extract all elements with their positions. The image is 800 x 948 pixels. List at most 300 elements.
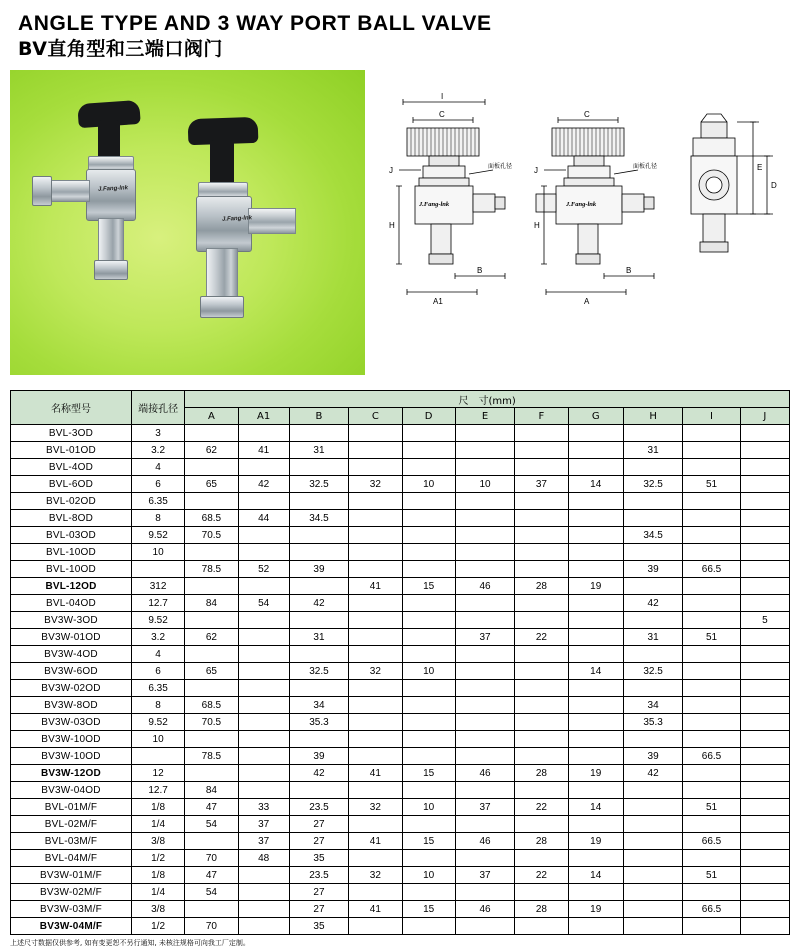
header-dim-A: A xyxy=(185,408,238,425)
cell-dim-C: 41 xyxy=(349,901,402,918)
cell-dim-H xyxy=(623,544,682,561)
cell-dim-J xyxy=(740,629,789,646)
cell-dim-H: 39 xyxy=(623,748,682,765)
cell-dim-E: 37 xyxy=(455,799,514,816)
cell-dim-H xyxy=(623,918,682,935)
cell-dim-A: 78.5 xyxy=(185,561,238,578)
cell-dim-H xyxy=(623,731,682,748)
header-dim-E: E xyxy=(455,408,514,425)
cell-dim-B xyxy=(289,612,348,629)
header-dim-I: I xyxy=(683,408,740,425)
top-view-svg xyxy=(675,70,790,375)
cell-dim-J xyxy=(740,782,789,799)
cell-dim-F xyxy=(515,680,568,697)
cell-bore: 4 xyxy=(131,646,184,663)
cell-dim-J xyxy=(740,816,789,833)
cell-dim-C xyxy=(349,595,402,612)
cell-dim-H: 34.5 xyxy=(623,527,682,544)
cell-dim-F xyxy=(515,425,568,442)
cell-dim-E: 37 xyxy=(455,867,514,884)
cell-dim-J xyxy=(740,459,789,476)
cell-model: BVL-02OD xyxy=(11,493,132,510)
cell-dim-J xyxy=(740,663,789,680)
cell-dim-A: 84 xyxy=(185,595,238,612)
cell-dim-C xyxy=(349,782,402,799)
cell-bore: 10 xyxy=(131,544,184,561)
table-row xyxy=(11,697,790,714)
cell-dim-C: 32 xyxy=(349,476,402,493)
media-row xyxy=(10,70,790,380)
cell-dim-A: 62 xyxy=(185,442,238,459)
cell-dim-F xyxy=(515,782,568,799)
cell-dim-G xyxy=(568,918,623,935)
cell-dim-F xyxy=(515,884,568,901)
cell-dim-C: 41 xyxy=(349,765,402,782)
title-chinese: BV直角型和三端口阀门 xyxy=(18,37,223,60)
cell-dim-B xyxy=(289,527,348,544)
cell-model: BV3W-12OD xyxy=(11,765,132,782)
cell-dim-C xyxy=(349,493,402,510)
cell-dim-A1 xyxy=(238,578,289,595)
cell-dim-F xyxy=(515,527,568,544)
cell-dim-G: 14 xyxy=(568,476,623,493)
cell-dim-F xyxy=(515,493,568,510)
cell-dim-D: 10 xyxy=(402,799,455,816)
cell-dim-I xyxy=(683,425,740,442)
valve-port-right-b xyxy=(206,248,238,302)
valve-handle-stem-right xyxy=(210,140,234,186)
svg-text:D: D xyxy=(771,181,777,191)
cell-dim-I xyxy=(683,527,740,544)
cell-dim-I: 51 xyxy=(683,476,740,493)
valve-port-left-a xyxy=(46,180,90,202)
table-body xyxy=(11,425,790,935)
cell-dim-G xyxy=(568,782,623,799)
cell-dim-F: 28 xyxy=(515,765,568,782)
cell-dim-A1 xyxy=(238,493,289,510)
cell-dim-G xyxy=(568,459,623,476)
svg-text:C: C xyxy=(584,110,590,120)
cell-dim-E xyxy=(455,510,514,527)
svg-text:J.Fang-lnk: J.Fang-lnk xyxy=(566,201,597,209)
header-model: 名称型号 xyxy=(11,391,132,425)
header-dim-C: C xyxy=(349,408,402,425)
cell-dim-I: 66.5 xyxy=(683,833,740,850)
cell-dim-A1 xyxy=(238,544,289,561)
cell-dim-E xyxy=(455,442,514,459)
cell-dim-G xyxy=(568,510,623,527)
cell-dim-A: 70.5 xyxy=(185,714,238,731)
cell-dim-C xyxy=(349,884,402,901)
cell-model: BV3W-3OD xyxy=(11,612,132,629)
cell-dim-G: 19 xyxy=(568,765,623,782)
cell-dim-A xyxy=(185,493,238,510)
svg-text:B: B xyxy=(477,266,483,276)
table-row xyxy=(11,578,790,595)
cell-dim-H: 32.5 xyxy=(623,663,682,680)
cell-bore: 3/8 xyxy=(131,901,184,918)
cell-bore: 8 xyxy=(131,510,184,527)
cell-dim-J xyxy=(740,527,789,544)
cell-dim-F: 28 xyxy=(515,578,568,595)
cell-dim-J xyxy=(740,697,789,714)
cell-dim-F xyxy=(515,714,568,731)
valve-port-left-b xyxy=(98,218,124,266)
cell-dim-G xyxy=(568,493,623,510)
cell-dim-A1 xyxy=(238,901,289,918)
cell-dim-D xyxy=(402,510,455,527)
cell-dim-F: 28 xyxy=(515,901,568,918)
cell-dim-A xyxy=(185,612,238,629)
cell-dim-D xyxy=(402,918,455,935)
cell-dim-E xyxy=(455,816,514,833)
cell-dim-D xyxy=(402,731,455,748)
cell-bore: 1/4 xyxy=(131,884,184,901)
svg-text:E: E xyxy=(757,163,763,173)
cell-dim-I xyxy=(683,697,740,714)
cell-model: BV3W-01M/F xyxy=(11,867,132,884)
table-row xyxy=(11,629,790,646)
cell-dim-B xyxy=(289,544,348,561)
cell-dim-A1: 44 xyxy=(238,510,289,527)
cell-dim-A xyxy=(185,544,238,561)
header-dim-B: B xyxy=(289,408,348,425)
cell-dim-D xyxy=(402,646,455,663)
table-row xyxy=(11,782,790,799)
cell-dim-J xyxy=(740,714,789,731)
cell-dim-I: 66.5 xyxy=(683,901,740,918)
table-row xyxy=(11,510,790,527)
cell-dim-A1 xyxy=(238,782,289,799)
cell-dim-A1 xyxy=(238,425,289,442)
cell-dim-B xyxy=(289,493,348,510)
cell-bore: 1/2 xyxy=(131,850,184,867)
cell-dim-C: 32 xyxy=(349,663,402,680)
cell-dim-D: 10 xyxy=(402,867,455,884)
cell-dim-G: 19 xyxy=(568,578,623,595)
cell-dim-J xyxy=(740,731,789,748)
svg-text:面板孔径: 面板孔径 xyxy=(633,163,658,171)
cell-dim-J xyxy=(740,799,789,816)
cell-dim-B: 32.5 xyxy=(289,663,348,680)
cell-dim-I xyxy=(683,646,740,663)
cell-dim-G xyxy=(568,646,623,663)
cell-model: BV3W-10OD xyxy=(11,748,132,765)
cell-dim-A1 xyxy=(238,612,289,629)
table-row xyxy=(11,527,790,544)
cell-dim-H: 34 xyxy=(623,697,682,714)
three-way-svg xyxy=(530,70,670,375)
cell-dim-H xyxy=(623,782,682,799)
cell-dim-A xyxy=(185,765,238,782)
cell-dim-H xyxy=(623,850,682,867)
svg-text:H: H xyxy=(534,221,540,231)
cell-model: BV3W-6OD xyxy=(11,663,132,680)
cell-dim-H xyxy=(623,884,682,901)
cell-dim-E xyxy=(455,561,514,578)
cell-bore: 8 xyxy=(131,697,184,714)
cell-dim-F xyxy=(515,612,568,629)
cell-dim-B xyxy=(289,646,348,663)
cell-dim-B: 35.3 xyxy=(289,714,348,731)
cell-dim-A xyxy=(185,646,238,663)
cell-model: BV3W-8OD xyxy=(11,697,132,714)
valve-body-right xyxy=(196,196,252,252)
cell-dim-A: 65 xyxy=(185,663,238,680)
cell-bore: 12.7 xyxy=(131,595,184,612)
cell-dim-B xyxy=(289,680,348,697)
cell-dim-A: 62 xyxy=(185,629,238,646)
cell-dim-A1 xyxy=(238,884,289,901)
cell-model: BVL-6OD xyxy=(11,476,132,493)
table-row xyxy=(11,748,790,765)
cell-bore xyxy=(131,561,184,578)
cell-dim-C xyxy=(349,629,402,646)
cell-dim-A1 xyxy=(238,867,289,884)
cell-bore: 9.52 xyxy=(131,527,184,544)
cell-dim-B: 32.5 xyxy=(289,476,348,493)
cell-dim-B: 27 xyxy=(289,816,348,833)
cell-dim-A1 xyxy=(238,646,289,663)
cell-model: BVL-4OD xyxy=(11,459,132,476)
cell-dim-C xyxy=(349,425,402,442)
cell-model: BVL-03OD xyxy=(11,527,132,544)
cell-dim-B xyxy=(289,459,348,476)
header-dim-D: D xyxy=(402,408,455,425)
valve-port-right-a xyxy=(248,208,296,234)
cell-dim-B: 35 xyxy=(289,918,348,935)
specification-table xyxy=(10,390,790,935)
cell-dim-A: 84 xyxy=(185,782,238,799)
cell-dim-B: 23.5 xyxy=(289,867,348,884)
cell-dim-B: 35 xyxy=(289,850,348,867)
cell-model: BVL-01M/F xyxy=(11,799,132,816)
cell-dim-H xyxy=(623,816,682,833)
cell-dim-A1: 52 xyxy=(238,561,289,578)
cell-dim-E: 10 xyxy=(455,476,514,493)
cell-dim-C xyxy=(349,459,402,476)
cell-dim-E xyxy=(455,918,514,935)
cell-dim-B: 39 xyxy=(289,748,348,765)
cell-dim-A xyxy=(185,731,238,748)
cell-dim-H xyxy=(623,612,682,629)
cell-bore: 3 xyxy=(131,425,184,442)
cell-dim-J xyxy=(740,493,789,510)
table-row xyxy=(11,459,790,476)
cell-dim-E xyxy=(455,425,514,442)
cell-dim-A: 70 xyxy=(185,850,238,867)
angle-type-drawing xyxy=(385,70,525,375)
cell-dim-C xyxy=(349,646,402,663)
cell-dim-A1 xyxy=(238,459,289,476)
cell-dim-E xyxy=(455,884,514,901)
cell-dim-F xyxy=(515,595,568,612)
cell-model: BVL-10OD xyxy=(11,561,132,578)
svg-text:J.Fang-lnk: J.Fang-lnk xyxy=(419,201,450,209)
cell-dim-H: 35.3 xyxy=(623,714,682,731)
cell-dim-G: 14 xyxy=(568,663,623,680)
cell-bore: 6 xyxy=(131,476,184,493)
cell-bore: 3/8 xyxy=(131,833,184,850)
cell-dim-F xyxy=(515,459,568,476)
cell-dim-E xyxy=(455,544,514,561)
cell-dim-D xyxy=(402,527,455,544)
cell-dim-H: 31 xyxy=(623,442,682,459)
cell-dim-D xyxy=(402,748,455,765)
cell-dim-G xyxy=(568,748,623,765)
cell-dim-G xyxy=(568,850,623,867)
cell-dim-A: 68.5 xyxy=(185,697,238,714)
cell-dim-F: 22 xyxy=(515,799,568,816)
cell-dim-G xyxy=(568,561,623,578)
cell-bore: 12 xyxy=(131,765,184,782)
cell-dim-B xyxy=(289,782,348,799)
header-dim-F: F xyxy=(515,408,568,425)
table-row xyxy=(11,816,790,833)
cell-dim-A xyxy=(185,901,238,918)
cell-dim-G xyxy=(568,680,623,697)
cell-dim-F: 22 xyxy=(515,867,568,884)
valve-handle-stem-left xyxy=(98,120,120,160)
cell-dim-A: 70.5 xyxy=(185,527,238,544)
cell-dim-A: 78.5 xyxy=(185,748,238,765)
table-row xyxy=(11,731,790,748)
svg-text:A1: A1 xyxy=(433,297,443,307)
cell-bore: 12.7 xyxy=(131,782,184,799)
table-row xyxy=(11,561,790,578)
cell-dim-E xyxy=(455,646,514,663)
cell-dim-C xyxy=(349,612,402,629)
header-dim-H: H xyxy=(623,408,682,425)
cell-dim-D: 10 xyxy=(402,476,455,493)
cell-model: BVL-8OD xyxy=(11,510,132,527)
cell-dim-F xyxy=(515,663,568,680)
cell-dim-A1 xyxy=(238,731,289,748)
header-dimensions: 尺 寸(mm) xyxy=(185,391,790,408)
cell-dim-I xyxy=(683,578,740,595)
table-row xyxy=(11,663,790,680)
title-english: ANGLE TYPE AND 3 WAY PORT BALL VALVE xyxy=(18,12,492,35)
cell-dim-A: 47 xyxy=(185,799,238,816)
cell-dim-J xyxy=(740,901,789,918)
cell-dim-E xyxy=(455,527,514,544)
cell-bore: 6.35 xyxy=(131,680,184,697)
cell-dim-A1 xyxy=(238,748,289,765)
valve-nut-left-a xyxy=(32,176,52,206)
cell-dim-I: 51 xyxy=(683,867,740,884)
cell-dim-F xyxy=(515,731,568,748)
cell-dim-H xyxy=(623,493,682,510)
cell-dim-A1: 41 xyxy=(238,442,289,459)
valve-body-left xyxy=(86,169,136,221)
cell-dim-I xyxy=(683,459,740,476)
cell-dim-E xyxy=(455,697,514,714)
cell-bore: 9.52 xyxy=(131,612,184,629)
cell-dim-J xyxy=(740,884,789,901)
cell-bore: 1/4 xyxy=(131,816,184,833)
cell-dim-I xyxy=(683,816,740,833)
cell-dim-A xyxy=(185,425,238,442)
cell-dim-F xyxy=(515,561,568,578)
svg-text:J: J xyxy=(389,166,393,176)
svg-text:A: A xyxy=(584,297,590,307)
cell-dim-J xyxy=(740,595,789,612)
cell-dim-B: 42 xyxy=(289,765,348,782)
cell-dim-E xyxy=(455,493,514,510)
cell-dim-E xyxy=(455,663,514,680)
cell-dim-J xyxy=(740,765,789,782)
cell-model: BV3W-03OD xyxy=(11,714,132,731)
svg-text:I: I xyxy=(441,92,444,102)
cell-dim-I xyxy=(683,884,740,901)
cell-model: BV3W-01OD xyxy=(11,629,132,646)
cell-dim-G: 19 xyxy=(568,833,623,850)
cell-dim-I: 51 xyxy=(683,629,740,646)
cell-model: BVL-3OD xyxy=(11,425,132,442)
cell-dim-D xyxy=(402,612,455,629)
cell-dim-D xyxy=(402,629,455,646)
cell-dim-J xyxy=(740,561,789,578)
cell-dim-I xyxy=(683,663,740,680)
cell-dim-G: 14 xyxy=(568,867,623,884)
cell-dim-A: 70 xyxy=(185,918,238,935)
cell-dim-F xyxy=(515,697,568,714)
cell-dim-C xyxy=(349,510,402,527)
cell-dim-E: 46 xyxy=(455,765,514,782)
svg-text:J: J xyxy=(534,166,538,176)
cell-dim-F: 37 xyxy=(515,476,568,493)
table-row xyxy=(11,867,790,884)
footnote: 上述尺寸数据仅供参考, 如有变更恕不另行通知, 未核注规格可向我工厂定制。 xyxy=(10,939,250,948)
cell-dim-B: 34.5 xyxy=(289,510,348,527)
technical-drawings xyxy=(375,70,790,375)
cell-dim-A: 68.5 xyxy=(185,510,238,527)
cell-dim-H xyxy=(623,901,682,918)
cell-dim-D xyxy=(402,680,455,697)
cell-dim-C xyxy=(349,731,402,748)
cell-bore: 1/2 xyxy=(131,918,184,935)
cell-dim-I xyxy=(683,442,740,459)
cell-dim-G: 19 xyxy=(568,901,623,918)
table-row xyxy=(11,901,790,918)
cell-dim-C xyxy=(349,850,402,867)
cell-dim-H xyxy=(623,510,682,527)
cell-dim-G xyxy=(568,442,623,459)
cell-bore: 3.2 xyxy=(131,442,184,459)
cell-model: BV3W-02OD xyxy=(11,680,132,697)
cell-dim-G xyxy=(568,425,623,442)
cell-dim-I xyxy=(683,595,740,612)
table-header-row-1 xyxy=(11,391,790,408)
cell-dim-A1 xyxy=(238,714,289,731)
cell-dim-I xyxy=(683,544,740,561)
cell-dim-A1: 33 xyxy=(238,799,289,816)
cell-dim-D: 15 xyxy=(402,765,455,782)
table-row xyxy=(11,884,790,901)
cell-dim-H xyxy=(623,833,682,850)
cell-dim-E: 46 xyxy=(455,833,514,850)
cell-dim-I xyxy=(683,765,740,782)
angle-type-svg xyxy=(385,70,525,375)
photo-brand-right: J.Fang-lnk xyxy=(221,215,253,224)
cell-dim-H xyxy=(623,425,682,442)
cell-dim-B: 42 xyxy=(289,595,348,612)
cell-dim-F xyxy=(515,918,568,935)
cell-dim-D xyxy=(402,425,455,442)
cell-dim-D xyxy=(402,782,455,799)
cell-dim-E: 46 xyxy=(455,578,514,595)
cell-dim-F: 22 xyxy=(515,629,568,646)
